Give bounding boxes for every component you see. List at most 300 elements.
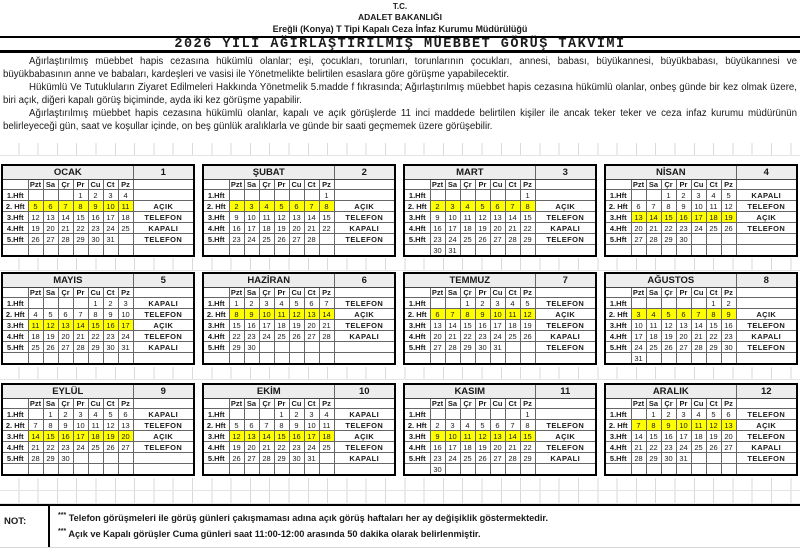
visit-type-label: TELEFON (133, 420, 194, 431)
date-cell: 23 (229, 234, 244, 245)
date-cell: 4 (460, 420, 475, 431)
date-cell: 16 (244, 320, 259, 331)
date-cell: 17 (118, 320, 133, 331)
day-header-cell: Pz (520, 399, 535, 409)
month-calendar (403, 383, 597, 476)
date-cell: 7 (505, 201, 520, 212)
date-cell: 16 (661, 431, 676, 442)
letterhead (0, 0, 800, 36)
week-label (203, 464, 229, 476)
date-cell (58, 245, 73, 257)
date-cell: 27 (631, 234, 646, 245)
day-header-cell: Pr (475, 288, 490, 298)
week-row (404, 453, 596, 464)
visit-type-label: AÇIK (133, 201, 194, 212)
week-row (605, 245, 797, 257)
week-label: 1.Hft (605, 190, 631, 201)
week-row (404, 309, 596, 320)
day-header-row (203, 180, 395, 190)
date-cell: 14 (631, 431, 646, 442)
week-label: 3.Hft (203, 431, 229, 442)
week-label: 1.Hft (203, 409, 229, 420)
month-number: 6 (334, 273, 395, 288)
date-cell: 20 (43, 223, 58, 234)
date-cell: 24 (304, 442, 319, 453)
date-cell (646, 298, 661, 309)
day-header-cell: Pzt (632, 288, 645, 297)
date-cell: 22 (319, 223, 334, 234)
date-cell: 19 (475, 442, 490, 453)
date-cell: 3 (118, 298, 133, 309)
date-cell: 18 (706, 212, 721, 223)
week-label: 5.Hft (404, 342, 430, 353)
date-cell: 7 (445, 309, 460, 320)
date-cell: 12 (28, 212, 43, 223)
date-cell: 27 (721, 442, 736, 453)
week-row (203, 320, 395, 331)
visit-type-label: KAPALI (133, 223, 194, 234)
day-header-cell: Ct (103, 288, 118, 298)
day-header-cell: Çr (460, 399, 475, 409)
paragraph: Ağırlaştırılmış müebbet hapis cezasına hükümlü olanlar; eşi, çocukları, torunları, torunlarının çocukları, annesi, babası, büyükannesi, büyükbabası, büyükannesi ve büyükbabasının anne ve babaları, kardeşleri ve vasisi ile Yönetmelikte belirtilen esaslara göre görüşme yapabilecektir. (3, 56, 797, 80)
date-cell: 3 (445, 201, 460, 212)
date-cell: 8 (88, 309, 103, 320)
date-cell: 11 (88, 420, 103, 431)
date-cell: 10 (445, 431, 460, 442)
date-cell: 26 (706, 442, 721, 453)
date-cell: 8 (274, 420, 289, 431)
date-cell: 8 (43, 420, 58, 431)
month-name: ŞUBAT (203, 165, 334, 180)
day-header-row (203, 288, 395, 298)
date-cell: 29 (520, 234, 535, 245)
date-cell: 4 (28, 309, 43, 320)
date-cell: 27 (490, 453, 505, 464)
date-cell: 20 (58, 331, 73, 342)
week-row (203, 464, 395, 476)
day-header-cell: Pr (73, 180, 88, 190)
week-row (605, 342, 797, 353)
date-cell (88, 245, 103, 257)
visit-type-label (535, 245, 596, 257)
visit-type-label: TELEFON (334, 320, 395, 331)
month-header-row (203, 273, 395, 288)
day-header-cell: Sa (646, 399, 661, 409)
day-header-cell: Ct (304, 399, 319, 409)
day-header-cell: Pr (274, 399, 289, 409)
day-header-cell: Sa (646, 180, 661, 190)
day-header-cell: Pr (274, 180, 289, 190)
date-cell: 26 (103, 442, 118, 453)
date-cell (319, 353, 334, 365)
visit-type-label (334, 353, 395, 365)
week-label: 1.Hft (2, 298, 28, 309)
date-cell: 20 (118, 431, 133, 442)
week-row (2, 212, 194, 223)
visit-type-label (334, 464, 395, 476)
date-cell (304, 464, 319, 476)
date-cell: 27 (304, 331, 319, 342)
date-cell: 6 (244, 420, 259, 431)
date-cell (244, 245, 259, 257)
date-cell: 23 (58, 442, 73, 453)
visit-type-label (133, 453, 194, 464)
date-cell (520, 245, 535, 257)
visit-type-label: TELEFON (133, 331, 194, 342)
date-cell: 30 (430, 464, 445, 476)
day-header-cell: Ct (103, 180, 118, 190)
date-cell: 26 (721, 223, 736, 234)
week-row (203, 342, 395, 353)
date-cell (721, 353, 736, 365)
date-cell: 5 (103, 409, 118, 420)
date-cell: 15 (229, 320, 244, 331)
date-cell (88, 464, 103, 476)
week-row (605, 190, 797, 201)
visit-type-label: KAPALI (736, 331, 797, 342)
date-cell: 25 (460, 453, 475, 464)
week-label: 1.Hft (203, 298, 229, 309)
day-header-cell: Çr (661, 288, 676, 298)
visit-type-label: AÇIK (736, 212, 797, 223)
day-header-cell: Sa (445, 399, 460, 409)
day-header-cell: Cu (289, 180, 304, 190)
date-cell (229, 409, 244, 420)
date-cell: 25 (118, 223, 133, 234)
day-header-row (605, 180, 797, 190)
corner-cell (404, 399, 430, 409)
date-cell: 27 (118, 442, 133, 453)
date-cell: 18 (460, 223, 475, 234)
visit-type-label: TELEFON (736, 320, 797, 331)
day-header-row (404, 399, 596, 409)
week-row (605, 464, 797, 476)
week-label: 2. Hft (404, 309, 430, 320)
date-cell: 9 (103, 309, 118, 320)
week-row (2, 353, 194, 365)
date-cell (490, 409, 505, 420)
date-cell (691, 453, 706, 464)
week-row (404, 353, 596, 365)
date-cell: 12 (721, 201, 736, 212)
visit-type-label: TELEFON (736, 409, 797, 420)
visit-type-label: TELEFON (133, 212, 194, 223)
date-cell: 29 (274, 453, 289, 464)
week-label: 2. Hft (404, 420, 430, 431)
visit-type-label: AÇIK (133, 431, 194, 442)
month-calendar (1, 383, 195, 476)
week-row (203, 420, 395, 431)
date-cell: 3 (103, 190, 118, 201)
date-cell: 17 (445, 442, 460, 453)
date-cell: 2 (430, 420, 445, 431)
asterisks: *** (58, 528, 67, 536)
week-label: 1.Hft (404, 298, 430, 309)
grid-strip (0, 143, 800, 156)
week-label: 4.Hft (203, 442, 229, 453)
date-cell: 6 (430, 309, 445, 320)
visit-type-label: KAPALI (133, 298, 194, 309)
date-cell (289, 464, 304, 476)
date-cell: 13 (58, 320, 73, 331)
week-row (404, 298, 596, 309)
date-cell: 30 (103, 342, 118, 353)
date-cell: 14 (28, 431, 43, 442)
visit-type-label: AÇIK (535, 201, 596, 212)
date-cell: 31 (445, 245, 460, 257)
date-cell: 26 (229, 453, 244, 464)
day-header-cell: Ct (304, 180, 319, 190)
date-cell: 15 (43, 431, 58, 442)
week-label (2, 353, 28, 365)
date-cell: 2 (88, 190, 103, 201)
day-header-cell: Cu (289, 288, 304, 298)
asterisks: *** (58, 512, 67, 519)
date-cell: 26 (475, 453, 490, 464)
week-label: 5.Hft (605, 453, 631, 464)
date-cell (73, 353, 88, 365)
republic-abbrev: T.C. (392, 2, 408, 11)
date-cell: 4 (460, 201, 475, 212)
date-cell (289, 353, 304, 365)
date-cell: 19 (229, 442, 244, 453)
date-cell: 8 (229, 309, 244, 320)
week-label: 4.Hft (605, 223, 631, 234)
date-cell: 28 (445, 342, 460, 353)
month-header-row (404, 165, 596, 180)
date-cell (43, 353, 58, 365)
note-text: Telefon görüşmeleri ile görüş günleri çakışmaması adına açık görüş haftaları her ay değişiklik göstermektedir. (68, 513, 549, 524)
date-cell: 2 (244, 298, 259, 309)
date-cell (28, 245, 43, 257)
date-cell: 12 (274, 212, 289, 223)
week-label: 3.Hft (2, 212, 28, 223)
date-cell: 9 (88, 201, 103, 212)
day-header-cell: Pzt (632, 180, 645, 189)
date-cell (505, 353, 520, 365)
week-label: 3.Hft (404, 431, 430, 442)
date-cell (475, 409, 490, 420)
visit-type-label: TELEFON (736, 201, 797, 212)
date-cell: 23 (676, 223, 691, 234)
ministry-name: ADALET BAKANLIĞI (357, 12, 443, 22)
visit-type-label: KAPALI (133, 409, 194, 420)
week-label (404, 245, 430, 257)
date-cell: 19 (103, 431, 118, 442)
date-cell: 10 (676, 420, 691, 431)
date-cell: 5 (721, 190, 736, 201)
day-header-cell: Pzt (431, 288, 444, 297)
week-row (2, 442, 194, 453)
date-cell: 4 (88, 409, 103, 420)
date-cell (520, 353, 535, 365)
date-cell: 16 (88, 212, 103, 223)
date-cell: 12 (475, 212, 490, 223)
date-cell: 12 (706, 420, 721, 431)
grid-strip (0, 478, 800, 491)
date-cell: 18 (505, 320, 520, 331)
date-cell: 2 (289, 409, 304, 420)
day-header-cell: Ct (505, 399, 520, 409)
date-cell: 13 (43, 212, 58, 223)
date-cell (304, 353, 319, 365)
date-cell: 6 (490, 420, 505, 431)
date-cell: 15 (460, 320, 475, 331)
date-cell: 13 (631, 212, 646, 223)
week-row (2, 190, 194, 201)
week-label: 2. Hft (203, 309, 229, 320)
visit-type-label: AÇIK (535, 431, 596, 442)
week-row (2, 420, 194, 431)
date-cell: 23 (103, 331, 118, 342)
date-cell: 26 (43, 342, 58, 353)
date-cell (721, 245, 736, 257)
date-cell: 7 (259, 420, 274, 431)
date-cell: 4 (706, 190, 721, 201)
date-cell (505, 342, 520, 353)
date-cell (661, 353, 676, 365)
date-cell (676, 353, 691, 365)
date-cell: 6 (490, 201, 505, 212)
date-cell: 20 (721, 431, 736, 442)
date-cell: 17 (691, 212, 706, 223)
date-cell: 4 (646, 309, 661, 320)
grid-strip (0, 491, 800, 504)
visit-type-label: TELEFON (334, 234, 395, 245)
visit-type-label (736, 464, 797, 476)
week-row (605, 212, 797, 223)
week-row (605, 409, 797, 420)
date-cell: 3 (490, 298, 505, 309)
date-cell: 18 (274, 320, 289, 331)
date-cell: 21 (505, 442, 520, 453)
date-cell: 28 (631, 453, 646, 464)
date-cell (43, 298, 58, 309)
date-cell (691, 245, 706, 257)
corner-cell (605, 180, 631, 190)
day-header-cell: Pr (73, 288, 88, 298)
month-calendar (202, 272, 396, 365)
date-cell (721, 453, 736, 464)
month-name: ARALIK (605, 384, 736, 399)
date-cell: 8 (520, 201, 535, 212)
week-row (605, 223, 797, 234)
date-cell: 16 (430, 223, 445, 234)
week-label: 2. Hft (605, 309, 631, 320)
date-cell: 20 (676, 331, 691, 342)
day-header-cell: Pr (73, 399, 88, 409)
date-cell: 14 (646, 212, 661, 223)
date-cell: 21 (445, 331, 460, 342)
date-cell (28, 298, 43, 309)
month-number: 2 (334, 165, 395, 180)
date-cell (73, 464, 88, 476)
corner-cell (736, 288, 797, 298)
date-cell: 24 (676, 442, 691, 453)
date-cell: 10 (304, 420, 319, 431)
date-cell (319, 342, 334, 353)
corner-cell (605, 399, 631, 409)
date-cell: 7 (58, 201, 73, 212)
date-cell: 10 (445, 212, 460, 223)
date-cell (274, 190, 289, 201)
date-cell: 5 (475, 201, 490, 212)
date-cell: 8 (520, 420, 535, 431)
day-header-cell: Pz (319, 180, 334, 190)
week-label: 5.Hft (2, 453, 28, 464)
date-cell: 28 (28, 453, 43, 464)
week-label: 2. Hft (203, 420, 229, 431)
visit-type-label: TELEFON (736, 342, 797, 353)
corner-cell (334, 288, 395, 298)
date-cell: 9 (244, 309, 259, 320)
date-cell: 9 (430, 212, 445, 223)
week-label (2, 464, 28, 476)
day-header-cell: Cu (490, 180, 505, 190)
week-label: 4.Hft (2, 331, 28, 342)
date-cell: 10 (490, 309, 505, 320)
day-header-row (2, 399, 194, 409)
date-cell: 30 (289, 453, 304, 464)
note-line (58, 509, 548, 525)
month-calendar (604, 164, 798, 257)
week-label: 3.Hft (404, 320, 430, 331)
date-cell: 27 (490, 234, 505, 245)
date-cell: 26 (520, 331, 535, 342)
date-cell: 19 (706, 431, 721, 442)
date-cell: 4 (118, 190, 133, 201)
date-cell: 22 (520, 223, 535, 234)
date-cell (319, 234, 334, 245)
week-label: 5.Hft (203, 453, 229, 464)
visit-type-label (133, 245, 194, 257)
date-cell: 2 (229, 201, 244, 212)
corner-cell (404, 180, 430, 190)
date-cell: 8 (706, 309, 721, 320)
date-cell: 25 (691, 442, 706, 453)
date-cell: 2 (676, 190, 691, 201)
corner-cell (2, 288, 28, 298)
date-cell: 17 (631, 331, 646, 342)
month-number: 12 (736, 384, 797, 399)
date-cell (28, 409, 43, 420)
day-header-cell: Sa (244, 288, 259, 298)
date-cell (73, 453, 88, 464)
day-header-cell: Pz (520, 288, 535, 298)
week-label: 1.Hft (203, 190, 229, 201)
visit-type-label (535, 464, 596, 476)
date-cell: 18 (28, 331, 43, 342)
day-header-cell: Pzt (29, 399, 42, 408)
date-cell: 7 (691, 309, 706, 320)
date-cell: 3 (631, 309, 646, 320)
month-calendar (202, 164, 396, 257)
date-cell: 7 (505, 420, 520, 431)
day-header-cell: Cu (691, 288, 706, 298)
week-row (605, 201, 797, 212)
day-header-cell: Cu (88, 288, 103, 298)
week-row (2, 409, 194, 420)
date-cell: 15 (73, 212, 88, 223)
month-header-row (605, 273, 797, 288)
date-cell: 28 (73, 342, 88, 353)
date-cell: 16 (289, 431, 304, 442)
date-cell: 1 (706, 298, 721, 309)
week-label: 2. Hft (203, 201, 229, 212)
date-cell (259, 409, 274, 420)
date-cell: 22 (229, 331, 244, 342)
date-cell: 6 (289, 201, 304, 212)
